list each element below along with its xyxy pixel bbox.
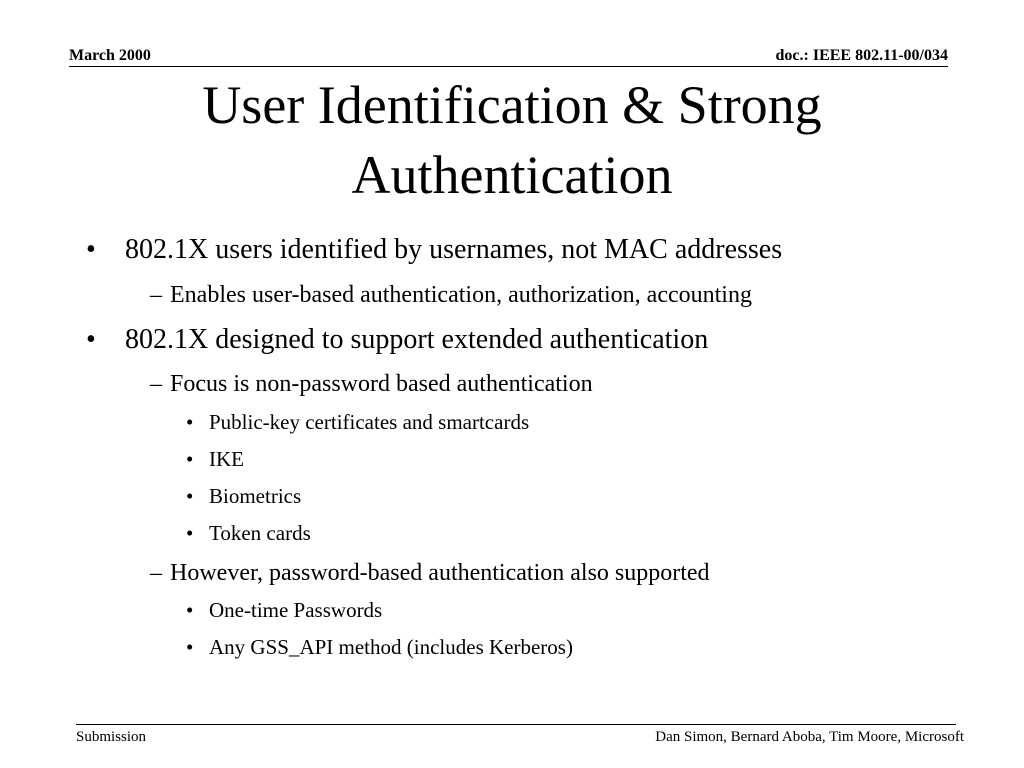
dash-marker: – <box>150 371 162 397</box>
bullet-user-based-auth: Enables user-based authentication, authorization, accounting <box>170 282 752 308</box>
bullet-extended-auth: 802.1X designed to support extended authentication <box>125 324 709 355</box>
bullet-marker: • <box>86 324 96 355</box>
dash-marker: – <box>150 282 162 308</box>
bullet-one-time-passwords: One-time Passwords <box>209 598 383 622</box>
bullet-marker: • <box>86 234 96 265</box>
bullet-marker: • <box>186 635 194 659</box>
dash-marker: – <box>150 560 162 586</box>
bullet-biometrics: Biometrics <box>209 484 302 508</box>
bullet-ike: IKE <box>209 447 244 471</box>
slide-title-line-1: User Identification & Strong <box>202 75 822 135</box>
footer-submission: Submission <box>76 729 147 745</box>
bullet-marker: • <box>186 598 194 622</box>
bullet-marker: • <box>186 410 194 434</box>
footer-authors: Dan Simon, Bernard Aboba, Tim Moore, Microsoft <box>655 729 964 745</box>
bullet-token-cards: Token cards <box>209 521 311 545</box>
bullet-non-password: Focus is non-password based authentication <box>170 371 593 397</box>
bullet-public-key: Public-key certificates and smartcards <box>209 410 530 434</box>
bullet-marker: • <box>186 447 194 471</box>
slide-title-line-2: Authentication <box>351 145 673 205</box>
header-doc-id: doc.: IEEE 802.11-00/034 <box>775 47 948 64</box>
footer-divider <box>76 724 956 725</box>
header-date: March 2000 <box>69 47 151 64</box>
bullet-marker: • <box>186 521 194 545</box>
bullet-marker: • <box>186 484 194 508</box>
bullet-password-supported: However, password-based authentication also supported <box>170 560 710 586</box>
bullet-gss-api: Any GSS_API method (includes Kerberos) <box>209 635 573 659</box>
bullet-usernames: 802.1X users identified by usernames, not MAC addresses <box>125 234 783 265</box>
